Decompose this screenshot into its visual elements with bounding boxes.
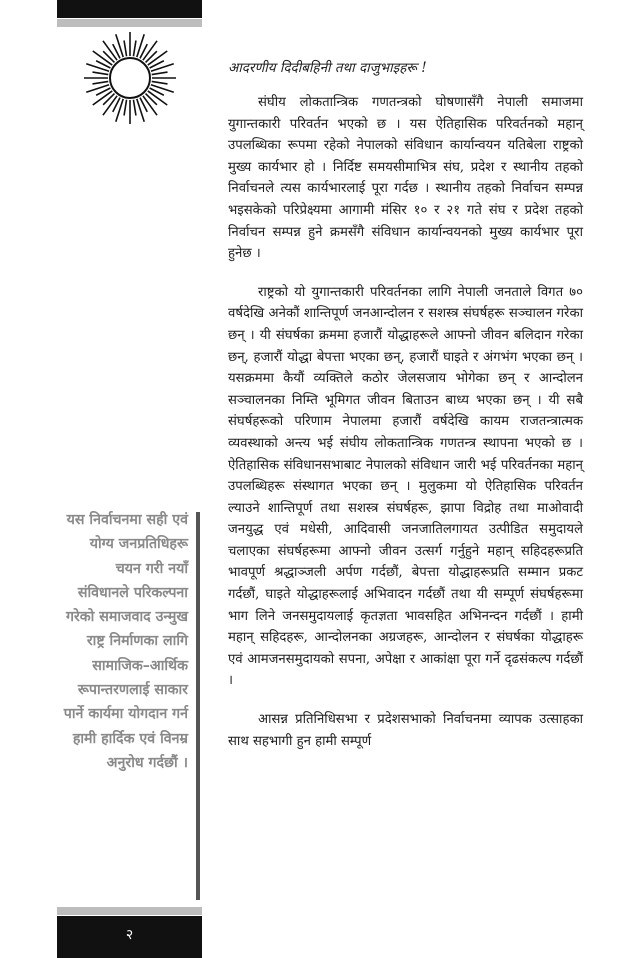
paragraph-2: राष्ट्रको यो युगान्तकारी परिवर्तनका लागि नेपाली जनताले विगत ७० वर्षदेखि अनेकौं शान्तिपूर्ण जनआन्दोलन र सशस्त्र संघर्षहरू सञ्चालन गरेका छन् । यी संघर्षका क्रममा हजारौं योद्धाहरूले आफ्नो जीवन बलिदान गरेका छन्, हजारौं योद्धा बेपत्ता भएका छन्, हजारौं घाइते र अंगभंग भएका छन् । यसक्रममा कैयौं व्यक्तिले कठोर जेलसजाय भोगेका छन् र आन्दोलन सञ्चालनका निम्ति भूमिगत जीवन बिताउन बाध्य भएका छन् । यी सबै संघर्षहरूको परिणाम नेपालमा हजारौं वर्षदेखि कायम राजतन्त्रात्मक व्यवस्थाको अन्त्य भई संघीय लोकतान्त्रिक गणतन्त्र स्थापना भएको छ । ऐतिहासिक संविधानसभाबाट नेपालको संविधान जारी भई परिवर्तनका महान् उपलब्धिहरू संस्थागत भएका छन् । मुलुकमा यो ऐतिहासिक परिवर्तन ल्याउने शान्तिपूर्ण तथा सशस्त्र संघर्षहरू, झापा विद्रोह तथा माओवादी जनयुद्ध एवं मधेसी, आदिवासी जनजातिलगायत उत्पीडित समुदायले चलाएका संघर्षहरूमा आफ्नो जीवन उत्सर्ग गर्नुहुने महान् सहिदहरूप्रति भावपूर्ण श्रद्धाञ्जली अर्पण गर्दछौं, बेपत्ता योद्धाहरूप्रति सम्मान प्रकट गर्दछौं, घाइते योद्धाहरूलाई अभिवादन गर्दछौं तथा यी सम्पूर्ण संघर्षहरूमा भाग लिने जनसमुदायलाई कृतज्ञता भावसहित अभिनन्दन गर्दछौं । हामी महान् सहिदहरू, आन्दोलनका अग्रजहरू, आन्दोलन र संघर्षका योद्धाहरू एवं आमजनसमुदायको सपना, अपेक्षा र आकांक्षा पूरा गर्ने दृढसंकल्प गर्दछौं । [228, 284, 583, 689]
sun-ray [124, 100, 127, 116]
sun-ray [103, 51, 114, 62]
top-black-bar [57, 0, 202, 18]
salutation: आदरणीय दिदीबहिनी तथा दाजुभाइहरू ! [228, 60, 427, 76]
bottom-gray-band [57, 907, 202, 915]
sun-ray [92, 72, 108, 75]
top-gray-band [57, 19, 202, 27]
sun-emblem-icon [82, 30, 178, 126]
sun-ray [92, 81, 108, 84]
sun-ray [124, 40, 127, 56]
pull-quote-rule [196, 512, 200, 900]
sun-ray [146, 94, 157, 105]
paragraph-3: आसन्न प्रतिनिधिसभा र प्रदेशसभाको निर्वाचनमा व्यापक उत्साहका साथ सहभागी हुन हामी सम्पूर्ण [228, 712, 583, 749]
letter-body [228, 92, 583, 769]
sun-ray [133, 40, 136, 56]
sun-ray [152, 81, 168, 84]
paragraph-1: संघीय लोकतान्त्रिक गणतन्त्रको घोषणासँगै नेपाली समाजमा युगान्तकारी परिवर्तन भएको छ । यस ऐतिहासिक परिवर्तनको महान् उपलब्धिका रूपमा रहेको नेपालको संविधान कार्यान्वयन यतिबेला राष्ट्रको मुख्य कार्यभार हो । निर्दिष्ट समयसीमाभित्र संघ, प्रदेश र स्थानीय तहको निर्वाचनले त्यस कार्यभारलाई पूरा गर्दछ । स्थानीय तहको निर्वाचन सम्पन्न भइसकेको परिप्रेक्ष्यमा आगामी मंसिर १० र २१ गते संघ र प्रदेश तहको निर्वाचन सम्पन्न हुने क्रमसँगै संविधान कार्यान्वयनको मुख्य कार्यभार पूरा हुनेछ । [228, 95, 583, 262]
pull-quote: यस निर्वाचनमा सही एवं योग्य जनप्रतिधिहरू चयन गरी नयाँ संविधानले परिकल्पना गरेको समाजवाद उन्मुख राष्ट्र निर्माणका लागि सामाजिक–आर्थिक रूपान्तरणलाई साकार पार्ने कार्यमा योगदान गर्न हामी हार्दिक एवं विनम्र अनुरोध गर्दछौं । [63, 512, 188, 771]
sun-ray [133, 100, 136, 116]
sun-ray [146, 51, 157, 62]
sun-ray [103, 94, 114, 105]
sun-ray [152, 72, 168, 75]
page-number: २ [125, 927, 134, 943]
